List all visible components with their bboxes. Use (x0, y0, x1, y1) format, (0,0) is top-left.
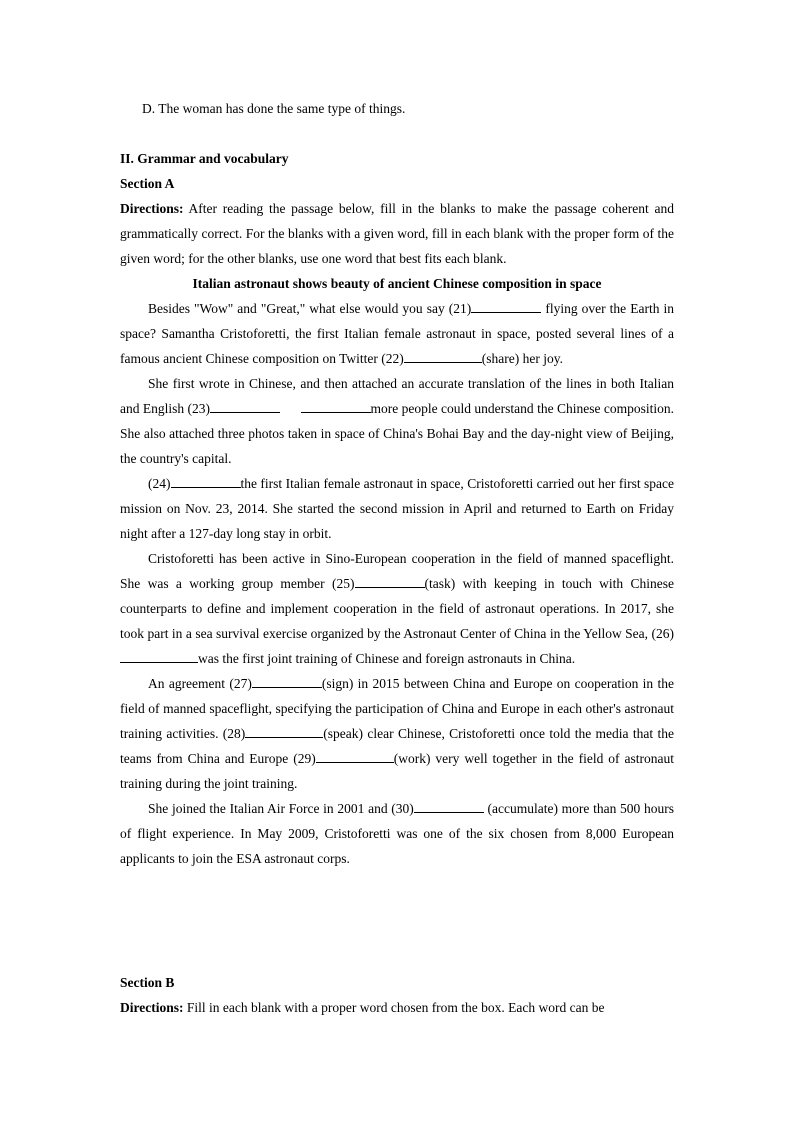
p1-text-c: (share) her joy. (481, 351, 563, 366)
blank-25[interactable] (355, 573, 425, 588)
p4-text-b: (task) with keeping in touch with Chinese counterparts to define and implement cooperation in the field of astronaut operations. In 2017, she took part in a sea survival exercise organized by the Astronaut Center of China in the Yellow Sea, (26) (120, 576, 674, 641)
p4-text-c: was the first joint training of Chinese and foreign astronauts in China. (198, 651, 576, 666)
blank-27[interactable] (252, 673, 322, 688)
p3-text-b: the first Italian female astronaut in space, Cristoforetti carried out her first space mission on Nov. 23, 2014. She started the second mission in April and returned to Earth on Friday night after a 127-day long stay in orbit. (120, 476, 674, 541)
p6-text-b: (accumulate) more than 500 hours of flight experience. In May 2009, Cristoforetti was one of the six chosen from 8,000 European applicants to join the ESA astronaut corps. (120, 801, 674, 866)
paragraph-5 (120, 671, 674, 796)
section-b-directions-label: Directions: (120, 1000, 184, 1015)
section-b-title: Section B (120, 975, 175, 990)
section-b-directions-text: Fill in each blank with a proper word chosen from the box. Each word can be (183, 1000, 605, 1015)
p2-text-b: more people could understand the Chinese composition. She also attached three photos taken in space of China's Bohai Bay and the day-night view of Beijing, the country's capital. (120, 401, 674, 466)
section-b-directions (120, 995, 674, 1020)
blank-22[interactable] (404, 348, 482, 363)
blank-29[interactable] (316, 748, 394, 763)
blank-23b[interactable] (301, 398, 371, 413)
passage-title: Italian astronaut shows beauty of ancient Chinese composition in space (192, 276, 602, 291)
p2-text-a: She first wrote in Chinese, and then attached an accurate translation of the lines in both Italian and English (23) (120, 376, 674, 416)
listening-option-d: D. The woman has done the same type of things. (142, 101, 406, 116)
blank-23a[interactable] (210, 398, 280, 413)
paragraph-4 (120, 546, 674, 671)
paragraph-6 (120, 796, 674, 871)
p1-text-a: Besides "Wow" and "Great," what else would you say (21) (148, 301, 472, 316)
section-a-directions (120, 196, 674, 271)
section-a-body (120, 196, 674, 871)
directions-text: After reading the passage below, fill in the blanks to make the passage coherent and grammatically correct. For the blanks with a given word, fill in each blank with the proper form of the given word; for the other blanks, use one word that best fits each blank. (120, 201, 674, 266)
paragraph-1 (120, 296, 674, 371)
paragraph-3 (120, 471, 674, 546)
blank-30[interactable] (414, 798, 484, 813)
directions-label: Directions: (120, 201, 184, 216)
p6-text-a: She joined the Italian Air Force in 2001 and (30) (148, 801, 414, 816)
p5-text-d: (work) very well together in the field of astronaut training during the joint training. (120, 751, 674, 791)
blank-24[interactable] (171, 473, 241, 488)
p4-text-a: Cristoforetti has been active in Sino-European cooperation in the field of manned spaceflight. She was a working group member (25) (120, 551, 674, 591)
paragraph-2 (120, 371, 674, 471)
p5-text-a: An agreement (27) (148, 676, 252, 691)
blank-26[interactable] (120, 648, 198, 663)
section-a-title: Section A (120, 176, 175, 191)
p5-text-c: (speak) clear Chinese, Cristoforetti once told the media that the teams from China and Europe (29) (120, 726, 674, 766)
blank-28[interactable] (245, 723, 323, 738)
p5-text-b: (sign) in 2015 between China and Europe on cooperation in the field of manned spaceflight, specifying the participation of China and Europe in each other's astronaut training activities. (28) (120, 676, 674, 741)
p1-text-b: flying over the Earth in space? Samantha Cristoforetti, the first Italian female astronaut in space, posted several lines of a famous ancient Chinese composition on Twitter (22) (120, 301, 675, 366)
p3-text-a: (24) (148, 476, 171, 491)
blank-21[interactable] (471, 298, 541, 313)
part-title: II. Grammar and vocabulary (120, 151, 289, 166)
